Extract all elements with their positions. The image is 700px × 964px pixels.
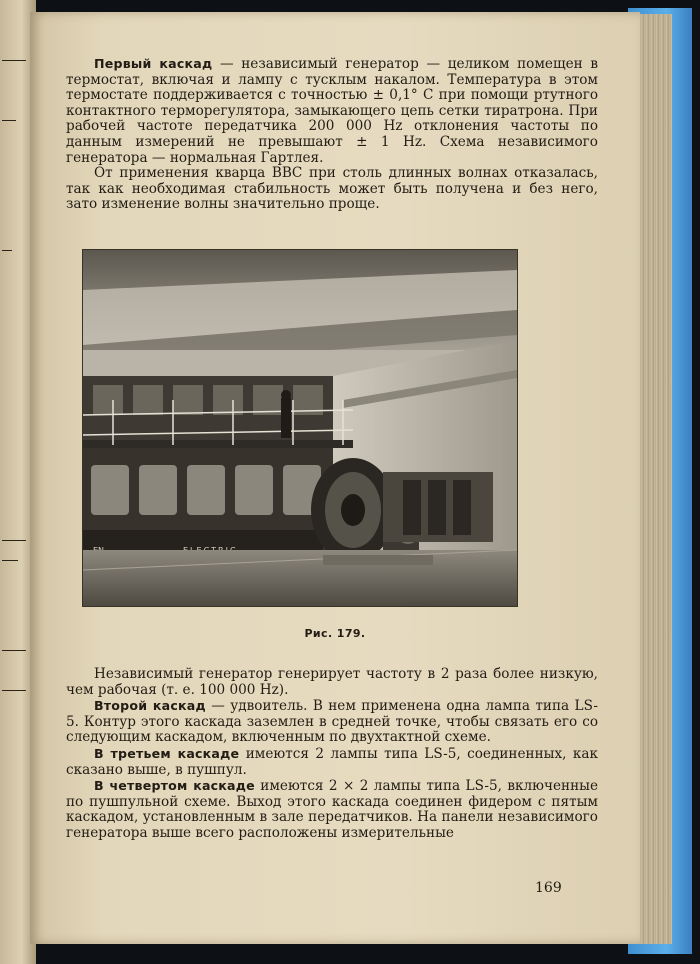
top-text: [66, 56, 598, 213]
figure-caption: Рис. 179.: [304, 627, 366, 640]
paragraph-independent-generator: Независимый генератор генерирует частоту в 2 раза более низкую, чем рабочая (т. е. 100 000 Hz).: [66, 666, 598, 698]
paragraph-first-stage: [66, 56, 598, 166]
paragraph-fourth-stage: [66, 778, 598, 841]
first-stage-text: — независимый генератор — целиком помещен в термостат, включая и лампу с тусклым накалом. Температура в этом термостате поддерживается с точностью ± 0,1° С при помощи ртутного контактного терморегулятора, замыкающего цепь сетки тиратрона. При рабочей частоте передатчика 200 000 Hz отклонения частоты по данным измерений не превышают ± 1 Hz. Схема независимого генератора — нормальная Гартлея.: [66, 56, 598, 166]
bottom-text: [66, 667, 598, 842]
first-stage-lead: Первый каскад: [94, 56, 213, 71]
paragraph-quartz: От применения кварца ВВС при столь длинных волнах отказалась, так как необходимая стабильность может быть получена и без него, зато изменение волны значительно проще.: [66, 165, 598, 213]
fourth-stage-lead: В четвертом каскаде: [94, 778, 255, 794]
second-stage-text: — удвоитель. В нем применена одна лампа типа LS-5. Контур этого каскада заземлен в средней точке, чтобы связать его со следующим каскадом, включенным по двухтактной схеме.: [66, 698, 598, 746]
third-stage-text: имеются 2 лампы типа LS-5, соединенных, как сказано выше, в пушпул.: [66, 745, 598, 778]
book-page: [30, 12, 640, 944]
paragraph-third-stage: [66, 746, 598, 778]
figure-photo: [82, 249, 518, 607]
third-stage-lead: В третьем каскаде: [94, 745, 240, 761]
second-stage-lead: Второй каскад: [94, 698, 206, 714]
fourth-stage-text: имеются 2 × 2 лампы типа LS-5, включенные по пушпульной схеме. Выход этого каскада соединен фидером с пятым каскадом, установленным в зале передатчиков. На панели независимого генератора выше всего расположены измерительные: [66, 778, 598, 841]
paragraph-second-stage: [66, 698, 598, 746]
page-number: 169: [535, 880, 562, 896]
